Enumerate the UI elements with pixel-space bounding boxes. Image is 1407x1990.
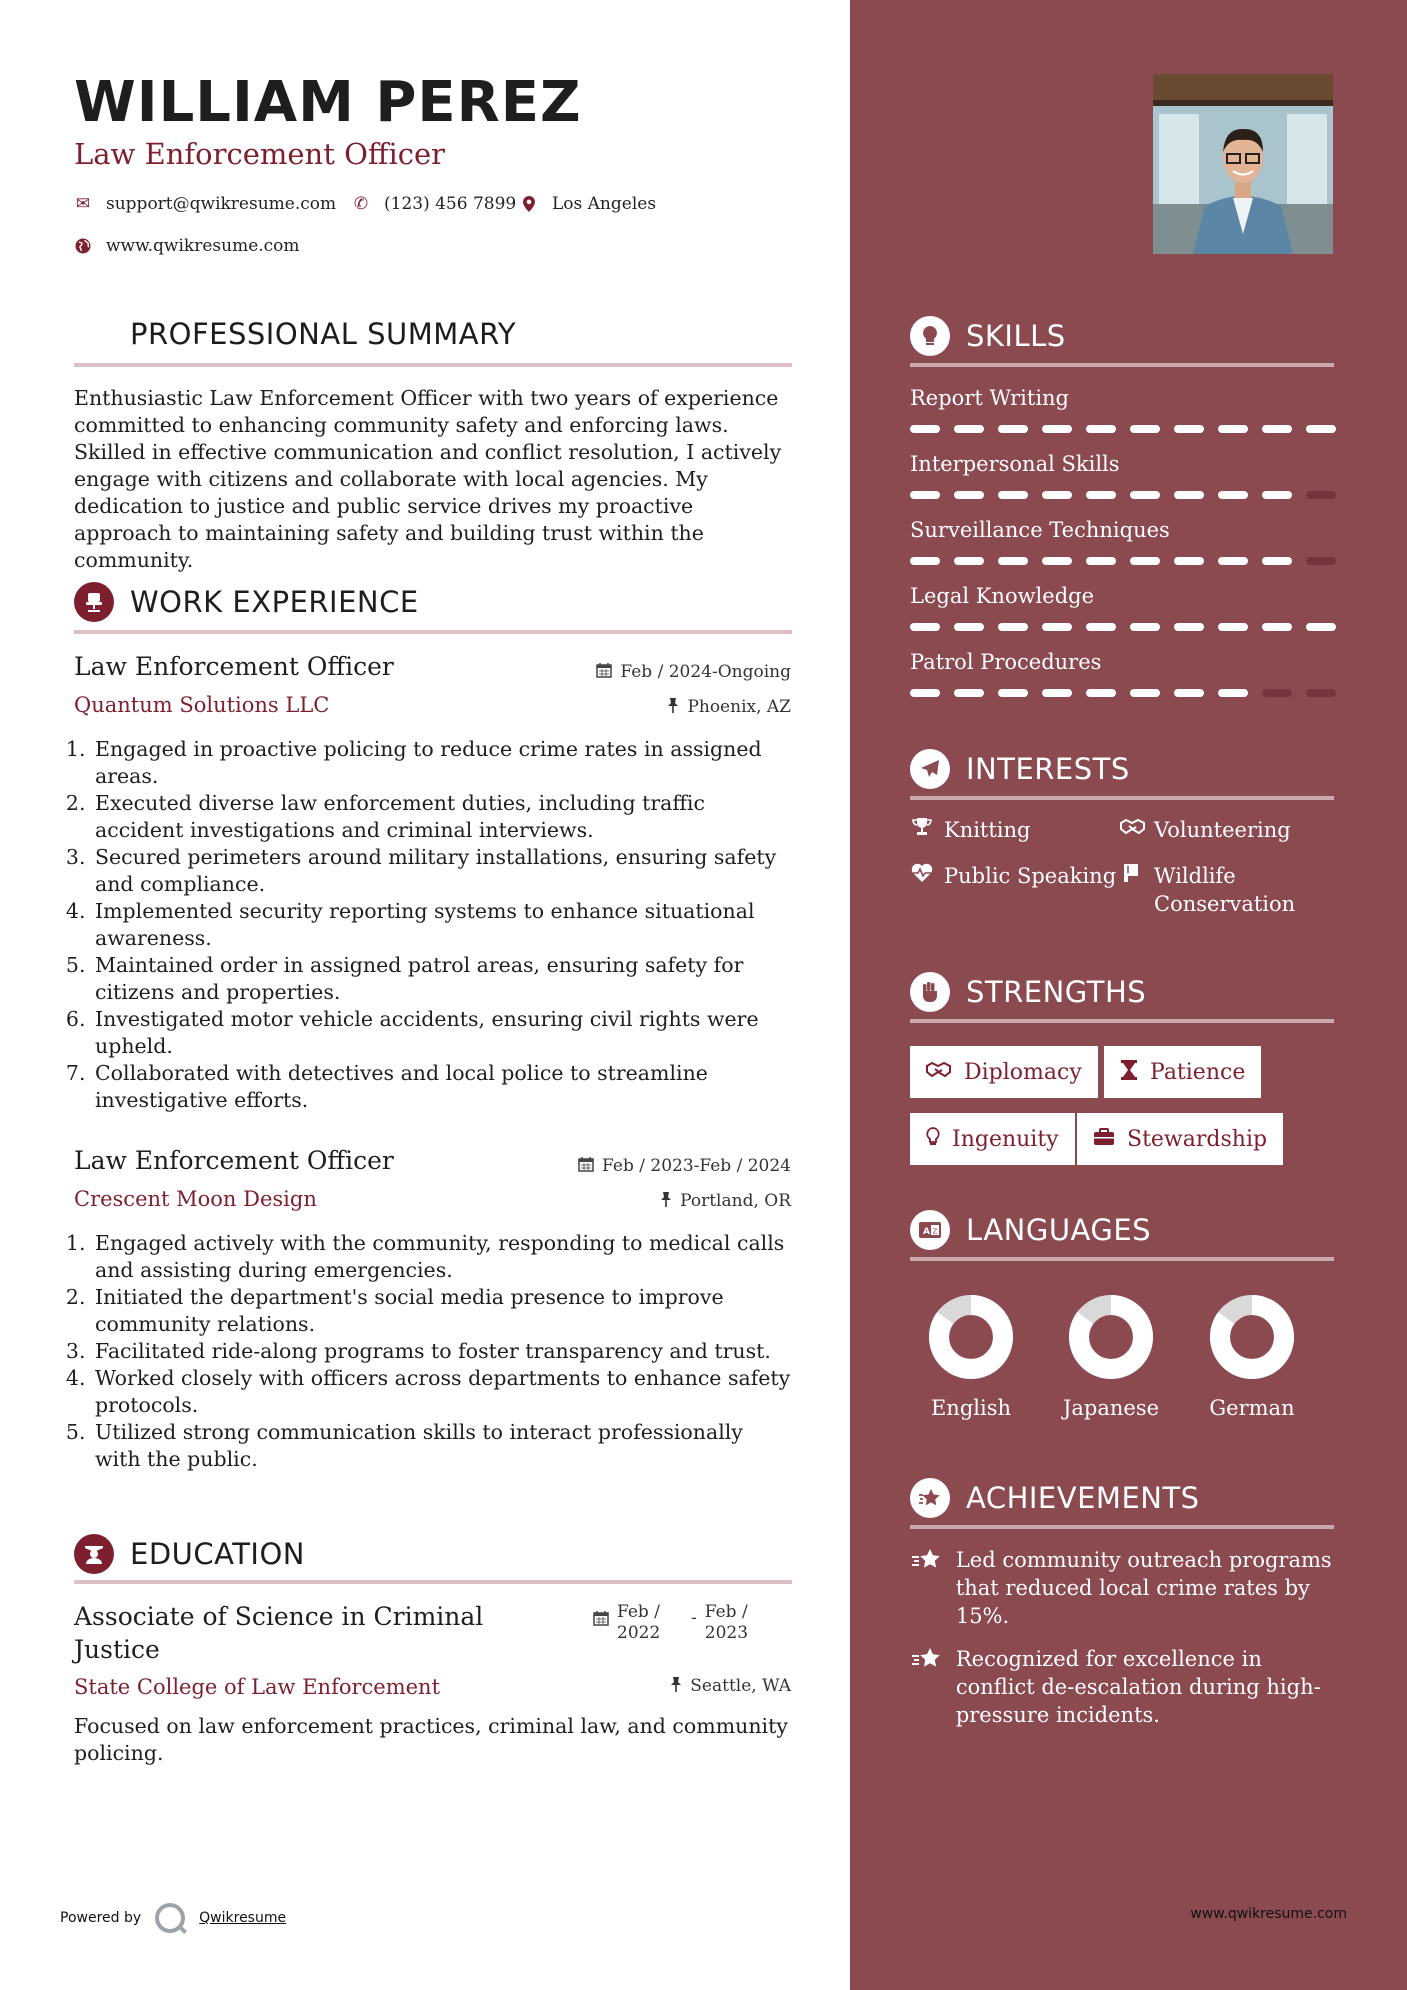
skill-name: Interpersonal Skills bbox=[910, 452, 1120, 476]
experience-divider bbox=[74, 630, 792, 634]
strength-chip: Stewardship bbox=[1077, 1113, 1283, 1165]
skill-name: Report Writing bbox=[910, 386, 1069, 410]
skill-segment bbox=[1174, 557, 1204, 565]
skill-segment bbox=[1218, 425, 1248, 433]
briefcase-icon bbox=[1093, 1127, 1115, 1151]
skill-segment bbox=[998, 491, 1028, 499]
candidate-name: WILLIAM PEREZ bbox=[74, 70, 582, 135]
skill-segment bbox=[1218, 491, 1248, 499]
skill-segment bbox=[1174, 425, 1204, 433]
pushpin-icon bbox=[660, 1191, 672, 1211]
list-item: 2. Executed diverse law enforcement duties, including traffic accident investigations and criminal interviews. bbox=[92, 790, 794, 844]
skill-segment bbox=[1086, 425, 1116, 433]
skill-segment bbox=[954, 623, 984, 631]
skill-segment bbox=[1174, 689, 1204, 697]
skill-segment bbox=[910, 425, 940, 433]
job-bullets bbox=[74, 1230, 794, 1473]
language-name: German bbox=[1209, 1396, 1295, 1420]
skill-segment bbox=[1086, 623, 1116, 631]
education-end: Feb / 2023 bbox=[704, 1602, 749, 1643]
interest-item: Volunteering bbox=[1120, 816, 1291, 844]
education-divider bbox=[74, 1580, 792, 1584]
list-item: 1. Engaged in proactive policing to reduce crime rates in assigned areas. bbox=[92, 736, 794, 790]
calendar-icon bbox=[578, 1156, 594, 1176]
globe-icon bbox=[74, 238, 92, 254]
achievement-item: Led community outreach programs that reduced local crime rates by 15%. bbox=[910, 1546, 1334, 1630]
skill-segment bbox=[1218, 557, 1248, 565]
list-item: 1. Engaged actively with the community, responding to medical calls and assisting during emergencies. bbox=[92, 1230, 794, 1284]
skill-level-bar bbox=[910, 491, 1336, 499]
graduate-icon bbox=[74, 1534, 114, 1574]
skill-segment bbox=[1262, 689, 1292, 697]
experience-heading: WORK EXPERIENCE bbox=[130, 585, 419, 619]
user-icon bbox=[74, 314, 114, 354]
achievement-item: Recognized for excellence in conflict de-escalation during high-pressure incidents. bbox=[910, 1645, 1334, 1729]
skill-segment bbox=[910, 623, 940, 631]
summary-text: Enthusiastic Law Enforcement Officer with two years of experience committed to enhancing community safety and enforcing laws. Skilled in effective communication and conflict resolution, I actively engage with citizens and collaborate with local agencies. My dedication to justice and public service drives my proactive approach to maintaining safety and building trust within the community. bbox=[74, 386, 782, 572]
handshake-icon bbox=[1120, 816, 1144, 844]
phone-icon: ✆ bbox=[353, 194, 369, 214]
candidate-title: Law Enforcement Officer bbox=[74, 137, 446, 171]
shooting-star-icon bbox=[910, 1546, 944, 1630]
skill-name: Legal Knowledge bbox=[910, 584, 1095, 608]
qwikresume-logo-icon bbox=[155, 1903, 185, 1933]
job-company: Crescent Moon Design bbox=[74, 1187, 317, 1211]
skill-segment bbox=[954, 491, 984, 499]
strength-chip: Patience bbox=[1104, 1046, 1261, 1098]
education-header bbox=[74, 1534, 305, 1574]
list-item: 3. Facilitated ride-along programs to foster transparency and trust. bbox=[92, 1338, 794, 1365]
skill-level-bar bbox=[910, 425, 1336, 433]
achievements-heading: ACHIEVEMENTS bbox=[966, 1481, 1200, 1515]
profile-photo bbox=[1153, 74, 1333, 254]
flag-icon bbox=[1120, 862, 1144, 918]
skill-segment bbox=[1262, 557, 1292, 565]
calendar-icon bbox=[596, 662, 612, 682]
skill-segment bbox=[1306, 557, 1336, 565]
list-item: 5. Utilized strong communication skills to interact professionally with the public. bbox=[92, 1419, 794, 1473]
skill-segment bbox=[910, 491, 940, 499]
education-location: Seattle, WA bbox=[670, 1676, 791, 1696]
skill-segment bbox=[1130, 491, 1160, 499]
skill-segment bbox=[1042, 491, 1072, 499]
lightbulb-icon bbox=[926, 1127, 940, 1152]
skill-level-bar bbox=[910, 557, 1336, 565]
achievements-header bbox=[910, 1478, 1200, 1518]
calendar-icon bbox=[593, 1610, 609, 1630]
footer-site: www.qwikresume.com bbox=[1190, 1906, 1347, 1922]
job-title: Law Enforcement Officer bbox=[74, 1146, 394, 1175]
contact-location: Los Angeles bbox=[520, 194, 656, 214]
skill-segment bbox=[910, 557, 940, 565]
skills-header bbox=[910, 316, 1066, 356]
interests-divider bbox=[910, 796, 1334, 800]
list-item: 4. Implemented security reporting systems to enhance situational awareness. bbox=[92, 898, 794, 952]
office-chair-icon bbox=[74, 582, 114, 622]
job-dates: Feb / 2023-Feb / 2024 bbox=[578, 1156, 791, 1176]
pushpin-icon bbox=[667, 697, 679, 717]
skill-segment bbox=[1130, 425, 1160, 433]
pushpin-icon bbox=[670, 1676, 682, 1696]
list-item: 4. Worked closely with officers across departments to enhance safety protocols. bbox=[92, 1365, 794, 1419]
degree-title: Associate of Science in Criminal Justice bbox=[74, 1602, 484, 1664]
language-icon bbox=[910, 1210, 950, 1250]
language-ring bbox=[1209, 1294, 1295, 1380]
contact-email[interactable]: ✉ support@qwikresume.com bbox=[75, 194, 337, 214]
paper-plane-icon bbox=[910, 749, 950, 789]
languages-header bbox=[910, 1210, 1151, 1250]
skill-segment bbox=[1218, 689, 1248, 697]
svg-text:A: A bbox=[923, 1227, 930, 1237]
education-description: Focused on law enforcement practices, criminal law, and community policing. bbox=[74, 1714, 788, 1765]
strength-chip: Ingenuity bbox=[910, 1113, 1075, 1165]
education-heading: EDUCATION bbox=[130, 1537, 306, 1571]
interests-header bbox=[910, 749, 1130, 789]
job-title: Law Enforcement Officer bbox=[74, 652, 394, 681]
job-location: Phoenix, AZ bbox=[667, 697, 791, 717]
interests-heading: INTERESTS bbox=[966, 752, 1130, 786]
skill-segment bbox=[1130, 623, 1160, 631]
skill-segment bbox=[1042, 425, 1072, 433]
skill-segment bbox=[1262, 623, 1292, 631]
qwikresume-link[interactable]: Qwikresume bbox=[199, 1910, 287, 1926]
skill-segment bbox=[910, 689, 940, 697]
skill-segment bbox=[954, 689, 984, 697]
summary-divider bbox=[74, 363, 792, 367]
skill-segment bbox=[1086, 557, 1116, 565]
list-item: 2. Initiated the department's social media presence to improve community relations. bbox=[92, 1284, 794, 1338]
language-ring bbox=[928, 1294, 1014, 1380]
skill-segment bbox=[1086, 689, 1116, 697]
skills-divider bbox=[910, 363, 1334, 367]
skill-segment bbox=[954, 557, 984, 565]
fist-icon bbox=[910, 972, 950, 1012]
contact-website[interactable]: www.qwikresume.com bbox=[74, 236, 300, 256]
languages-heading: LANGUAGES bbox=[966, 1213, 1152, 1247]
lightbulb-icon bbox=[910, 316, 950, 356]
hourglass-icon bbox=[1120, 1059, 1138, 1086]
job-company: Quantum Solutions LLC bbox=[74, 693, 330, 717]
skill-segment bbox=[1042, 623, 1072, 631]
contact-phone[interactable]: ✆ (123) 456 7899 bbox=[353, 194, 517, 214]
svg-text:Z: Z bbox=[932, 1227, 938, 1236]
skill-level-bar bbox=[910, 689, 1336, 697]
strengths-divider bbox=[910, 1019, 1334, 1023]
experience-header bbox=[74, 582, 419, 622]
list-item: 3. Secured perimeters around military installations, ensuring safety and compliance. bbox=[92, 844, 794, 898]
powered-by: Powered by Qwikresume bbox=[60, 1903, 286, 1933]
skills-heading: SKILLS bbox=[966, 319, 1066, 353]
skill-segment bbox=[1306, 491, 1336, 499]
skill-segment bbox=[1130, 689, 1160, 697]
skill-segment bbox=[1042, 689, 1072, 697]
skill-segment bbox=[1262, 425, 1292, 433]
skill-segment bbox=[954, 425, 984, 433]
skill-segment bbox=[998, 689, 1028, 697]
education-dash: - bbox=[691, 1608, 697, 1628]
skill-segment bbox=[998, 623, 1028, 631]
strengths-header bbox=[910, 972, 1146, 1012]
skill-segment bbox=[998, 425, 1028, 433]
skill-segment bbox=[1262, 491, 1292, 499]
education-start: Feb / 2022 bbox=[617, 1602, 661, 1643]
skill-name: Surveillance Techniques bbox=[910, 518, 1170, 542]
languages-divider bbox=[910, 1257, 1334, 1261]
skill-segment bbox=[1174, 491, 1204, 499]
handshake-icon bbox=[926, 1060, 952, 1085]
summary-heading: PROFESSIONAL SUMMARY bbox=[130, 317, 517, 351]
skill-name: Patrol Procedures bbox=[910, 650, 1102, 674]
skill-segment bbox=[1306, 689, 1336, 697]
list-item: 6. Investigated motor vehicle accidents, ensuring civil rights were upheld. bbox=[92, 1006, 794, 1060]
heartbeat-icon bbox=[910, 862, 934, 890]
achievements-divider bbox=[910, 1525, 1334, 1529]
education-dates bbox=[593, 1602, 749, 1644]
job-bullets bbox=[74, 736, 794, 1114]
trophy-icon bbox=[910, 816, 934, 844]
skill-segment bbox=[1174, 623, 1204, 631]
skill-segment bbox=[1042, 557, 1072, 565]
skill-segment bbox=[1306, 623, 1336, 631]
job-dates: Feb / 2024-Ongoing bbox=[596, 662, 791, 682]
skill-segment bbox=[1086, 491, 1116, 499]
school-name: State College of Law Enforcement bbox=[74, 1675, 441, 1699]
skill-segment bbox=[1306, 425, 1336, 433]
skill-segment bbox=[998, 557, 1028, 565]
skill-segment bbox=[1130, 557, 1160, 565]
language-name: English bbox=[930, 1396, 1012, 1420]
language-ring bbox=[1068, 1294, 1154, 1380]
summary-header bbox=[74, 314, 516, 354]
job-location: Portland, OR bbox=[660, 1191, 791, 1211]
interest-item: Public Speaking bbox=[910, 862, 1116, 890]
skill-level-bar bbox=[910, 623, 1336, 631]
list-item: 7. Collaborated with detectives and local police to streamline investigative efforts. bbox=[92, 1060, 794, 1114]
shooting-star-icon bbox=[910, 1645, 944, 1729]
map-pin-icon bbox=[520, 196, 538, 212]
star-badge-icon bbox=[910, 1478, 950, 1518]
interest-item: Knitting bbox=[910, 816, 1031, 844]
strengths-heading: STRENGTHS bbox=[966, 975, 1147, 1009]
list-item: 5. Maintained order in assigned patrol areas, ensuring safety for citizens and properties. bbox=[92, 952, 794, 1006]
interest-item: Wildlife Conservation bbox=[1120, 862, 1304, 918]
envelope-icon: ✉ bbox=[75, 194, 91, 214]
skill-segment bbox=[1218, 623, 1248, 631]
strength-chip: Diplomacy bbox=[910, 1046, 1098, 1098]
language-name: Japanese bbox=[1062, 1396, 1160, 1420]
